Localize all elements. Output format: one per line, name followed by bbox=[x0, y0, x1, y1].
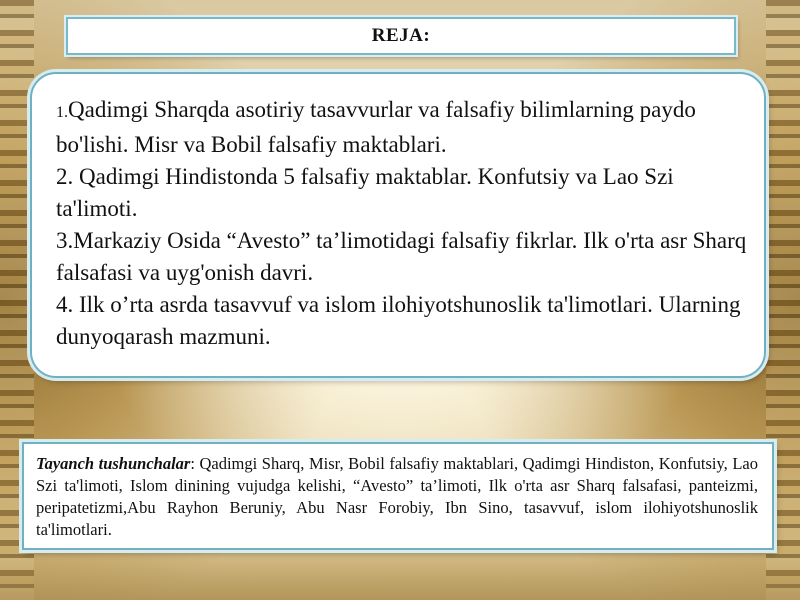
plan-item-text: Qadimgi Sharqda asotiriy tasavvurlar va falsafiy bilimlarning paydo bo'lishi. Misr va Bobil falsafiy maktablari. bbox=[56, 97, 696, 157]
plan-item-2 bbox=[56, 161, 748, 225]
plan-item-1 bbox=[56, 94, 748, 161]
plan-item-4 bbox=[56, 289, 748, 353]
plan-item-3 bbox=[56, 225, 748, 289]
plan-item-number: 1. bbox=[56, 104, 68, 121]
plan-box bbox=[30, 72, 766, 378]
plan-item-number: 4. bbox=[56, 292, 74, 317]
plan-item-number: 3. bbox=[56, 228, 74, 253]
page-title: REJA: bbox=[371, 25, 431, 46]
plan-list bbox=[56, 94, 748, 353]
plan-item-text: Markaziy Osida “Avesto” ta’limotidagi falsafiy fikrlar. Ilk o'rta asr Sharq falsafasi va uyg'onish davri. bbox=[56, 228, 747, 285]
keywords-text: : Qadimgi Sharq, Misr, Bobil falsafiy maktablari, Qadimgi Hindiston, Konfutsiy, Lao Szi ta'limoti, Islom dinining vujudga kelishi, “Avesto” ta’limoti, Ilk o'rta asr Sharq falsafasi, panteizmi, peripatetizmi,Abu Rayhon Beruniy, Abu Nasr Forobiy, Ibn Sino, tasavvuf, islom ilohiyotshunoslik ta'limotlari. bbox=[36, 454, 758, 539]
title-bar bbox=[66, 17, 736, 55]
keywords-box bbox=[22, 442, 774, 550]
plan-item-text: Ilk o’rta asrda tasavvuf va islom ilohiyotshunoslik ta'limotlari. Ularning dunyoqarash mazmuni. bbox=[56, 292, 741, 349]
keywords-paragraph bbox=[36, 453, 758, 541]
plan-item-number: 2. bbox=[56, 164, 74, 189]
ornament-border-bottom bbox=[0, 558, 800, 600]
plan-item-text: Qadimgi Hindistonda 5 falsafiy maktablar. Konfutsiy va Lao Szi ta'limoti. bbox=[56, 164, 674, 221]
keywords-label: Tayanch tushunchalar bbox=[36, 454, 191, 473]
